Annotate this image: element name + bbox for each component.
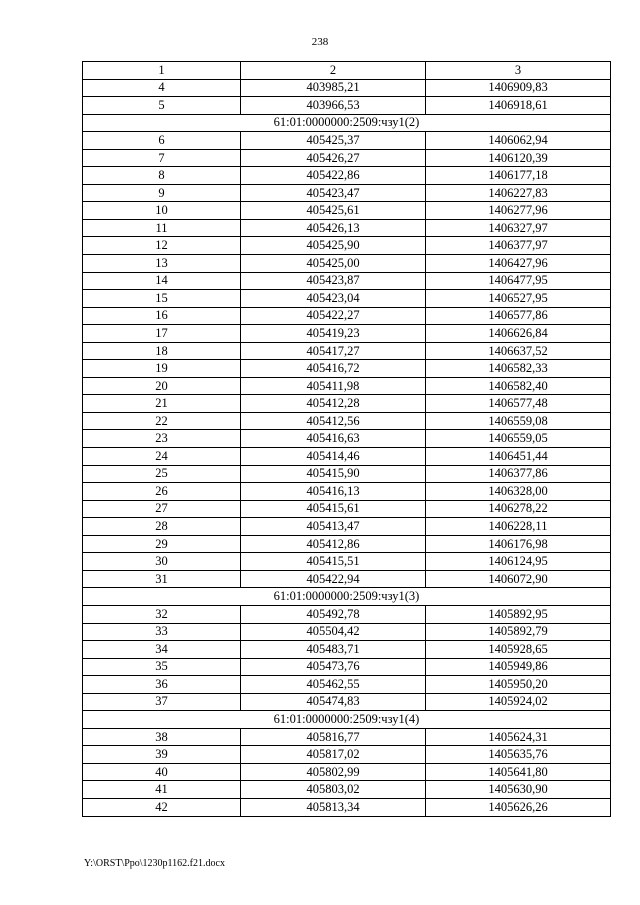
x-coordinate-cell: 405411,98 [241,377,426,395]
y-coordinate-cell: 1406377,86 [426,465,611,483]
y-coordinate-cell: 1405949,86 [426,658,611,676]
x-coordinate-cell: 405412,86 [241,535,426,553]
y-coordinate-cell: 1406527,95 [426,290,611,308]
table-row [83,676,611,694]
y-coordinate-cell: 1405892,79 [426,623,611,641]
point-number-cell: 31 [83,570,241,588]
y-coordinate-cell: 1405924,02 [426,693,611,711]
table-row [83,202,611,220]
x-coordinate-cell: 405413,47 [241,518,426,536]
point-number-cell: 11 [83,219,241,237]
x-coordinate-cell: 405416,63 [241,430,426,448]
section-row [83,711,611,729]
x-coordinate-cell: 405415,61 [241,500,426,518]
x-coordinate-cell: 405423,04 [241,290,426,308]
table-row [83,553,611,571]
y-coordinate-cell: 1405928,65 [426,641,611,659]
y-coordinate-cell: 1405635,76 [426,746,611,764]
y-coordinate-cell: 1406377,97 [426,237,611,255]
table-row [83,132,611,150]
table-row [83,693,611,711]
table-row [83,325,611,343]
x-coordinate-cell: 405462,55 [241,676,426,694]
table-row [83,798,611,816]
table-row [83,483,611,501]
point-number-cell: 13 [83,255,241,273]
table-row [83,237,611,255]
point-number-cell: 23 [83,430,241,448]
coordinates-table [82,61,611,817]
x-coordinate-cell: 405425,61 [241,202,426,220]
table-row [83,79,611,97]
point-number-cell: 17 [83,325,241,343]
x-coordinate-cell: 405425,90 [241,237,426,255]
y-coordinate-cell: 1405626,26 [426,798,611,816]
x-coordinate-cell: 405426,27 [241,149,426,167]
table-row [83,149,611,167]
y-coordinate-cell: 1406577,48 [426,395,611,413]
table-body [83,79,611,816]
y-coordinate-cell: 1406228,11 [426,518,611,536]
x-coordinate-cell: 405419,23 [241,325,426,343]
table-row [83,395,611,413]
table-row [83,430,611,448]
y-coordinate-cell: 1405630,90 [426,781,611,799]
column-header-x: 2 [241,62,426,80]
y-coordinate-cell: 1406451,44 [426,448,611,466]
point-number-cell: 8 [83,167,241,185]
table-row [83,97,611,115]
x-coordinate-cell: 403985,21 [241,79,426,97]
x-coordinate-cell: 405483,71 [241,641,426,659]
x-coordinate-cell: 405423,47 [241,184,426,202]
y-coordinate-cell: 1406177,18 [426,167,611,185]
point-number-cell: 16 [83,307,241,325]
y-coordinate-cell: 1406278,22 [426,500,611,518]
table-row [83,342,611,360]
point-number-cell: 38 [83,728,241,746]
x-coordinate-cell: 405417,27 [241,342,426,360]
y-coordinate-cell: 1406327,97 [426,219,611,237]
y-coordinate-cell: 1406477,95 [426,272,611,290]
point-number-cell: 42 [83,798,241,816]
section-label: 61:01:0000000:2509:чзу1(3) [83,588,611,606]
y-coordinate-cell: 1406072,90 [426,570,611,588]
x-coordinate-cell: 405416,72 [241,360,426,378]
table-header-row [83,62,611,80]
y-coordinate-cell: 1406277,96 [426,202,611,220]
table-row [83,763,611,781]
point-number-cell: 37 [83,693,241,711]
x-coordinate-cell: 405425,00 [241,255,426,273]
point-number-cell: 21 [83,395,241,413]
point-number-cell: 24 [83,448,241,466]
x-coordinate-cell: 405412,28 [241,395,426,413]
table-row [83,518,611,536]
table-row [83,448,611,466]
y-coordinate-cell: 1406227,83 [426,184,611,202]
table-row [83,290,611,308]
point-number-cell: 40 [83,763,241,781]
y-coordinate-cell: 1405624,31 [426,728,611,746]
y-coordinate-cell: 1405892,95 [426,605,611,623]
point-number-cell: 26 [83,483,241,501]
point-number-cell: 25 [83,465,241,483]
point-number-cell: 20 [83,377,241,395]
section-row [83,114,611,132]
y-coordinate-cell: 1405950,20 [426,676,611,694]
point-number-cell: 28 [83,518,241,536]
table-row [83,272,611,290]
table-row [83,167,611,185]
y-coordinate-cell: 1406176,98 [426,535,611,553]
y-coordinate-cell: 1406559,08 [426,412,611,430]
point-number-cell: 32 [83,605,241,623]
y-coordinate-cell: 1406577,86 [426,307,611,325]
y-coordinate-cell: 1405641,80 [426,763,611,781]
point-number-cell: 19 [83,360,241,378]
point-number-cell: 30 [83,553,241,571]
table-row [83,728,611,746]
x-coordinate-cell: 405426,13 [241,219,426,237]
x-coordinate-cell: 405415,51 [241,553,426,571]
point-number-cell: 33 [83,623,241,641]
point-number-cell: 35 [83,658,241,676]
point-number-cell: 5 [83,97,241,115]
point-number-cell: 18 [83,342,241,360]
point-number-cell: 15 [83,290,241,308]
section-label: 61:01:0000000:2509:чзу1(4) [83,711,611,729]
table-row [83,255,611,273]
x-coordinate-cell: 405492,78 [241,605,426,623]
table-row [83,641,611,659]
footer-file-path: Y:\ORST\Ppo\1230p1162.f21.docx [84,858,225,869]
y-coordinate-cell: 1406427,96 [426,255,611,273]
x-coordinate-cell: 405504,42 [241,623,426,641]
x-coordinate-cell: 405473,76 [241,658,426,676]
section-row [83,588,611,606]
x-coordinate-cell: 405412,56 [241,412,426,430]
x-coordinate-cell: 403966,53 [241,97,426,115]
y-coordinate-cell: 1406124,95 [426,553,611,571]
table-row [83,360,611,378]
table-row [83,605,611,623]
x-coordinate-cell: 405817,02 [241,746,426,764]
x-coordinate-cell: 405422,27 [241,307,426,325]
section-label: 61:01:0000000:2509:чзу1(2) [83,114,611,132]
table-row [83,623,611,641]
point-number-cell: 12 [83,237,241,255]
x-coordinate-cell: 405415,90 [241,465,426,483]
x-coordinate-cell: 405416,13 [241,483,426,501]
x-coordinate-cell: 405414,46 [241,448,426,466]
x-coordinate-cell: 405803,02 [241,781,426,799]
table-row [83,746,611,764]
point-number-cell: 9 [83,184,241,202]
table-row [83,500,611,518]
y-coordinate-cell: 1406626,84 [426,325,611,343]
point-number-cell: 10 [83,202,241,220]
column-header-y: 3 [426,62,611,80]
table-row [83,184,611,202]
point-number-cell: 29 [83,535,241,553]
y-coordinate-cell: 1406909,83 [426,79,611,97]
x-coordinate-cell: 405813,34 [241,798,426,816]
x-coordinate-cell: 405816,77 [241,728,426,746]
y-coordinate-cell: 1406582,33 [426,360,611,378]
point-number-cell: 14 [83,272,241,290]
y-coordinate-cell: 1406559,05 [426,430,611,448]
point-number-cell: 34 [83,641,241,659]
y-coordinate-cell: 1406120,39 [426,149,611,167]
table-row [83,307,611,325]
point-number-cell: 36 [83,676,241,694]
table-row [83,465,611,483]
y-coordinate-cell: 1406637,52 [426,342,611,360]
table-row [83,412,611,430]
table-row [83,219,611,237]
x-coordinate-cell: 405423,87 [241,272,426,290]
point-number-cell: 39 [83,746,241,764]
y-coordinate-cell: 1406062,94 [426,132,611,150]
point-number-cell: 6 [83,132,241,150]
x-coordinate-cell: 405474,83 [241,693,426,711]
x-coordinate-cell: 405422,94 [241,570,426,588]
point-number-cell: 27 [83,500,241,518]
table-row [83,377,611,395]
x-coordinate-cell: 405422,86 [241,167,426,185]
y-coordinate-cell: 1406582,40 [426,377,611,395]
point-number-cell: 7 [83,149,241,167]
page-number: 238 [311,36,329,48]
table-row [83,535,611,553]
point-number-cell: 41 [83,781,241,799]
y-coordinate-cell: 1406918,61 [426,97,611,115]
column-header-number: 1 [83,62,241,80]
x-coordinate-cell: 405425,37 [241,132,426,150]
point-number-cell: 22 [83,412,241,430]
x-coordinate-cell: 405802,99 [241,763,426,781]
table-row [83,781,611,799]
point-number-cell: 4 [83,79,241,97]
y-coordinate-cell: 1406328,00 [426,483,611,501]
table-row [83,570,611,588]
table-row [83,658,611,676]
